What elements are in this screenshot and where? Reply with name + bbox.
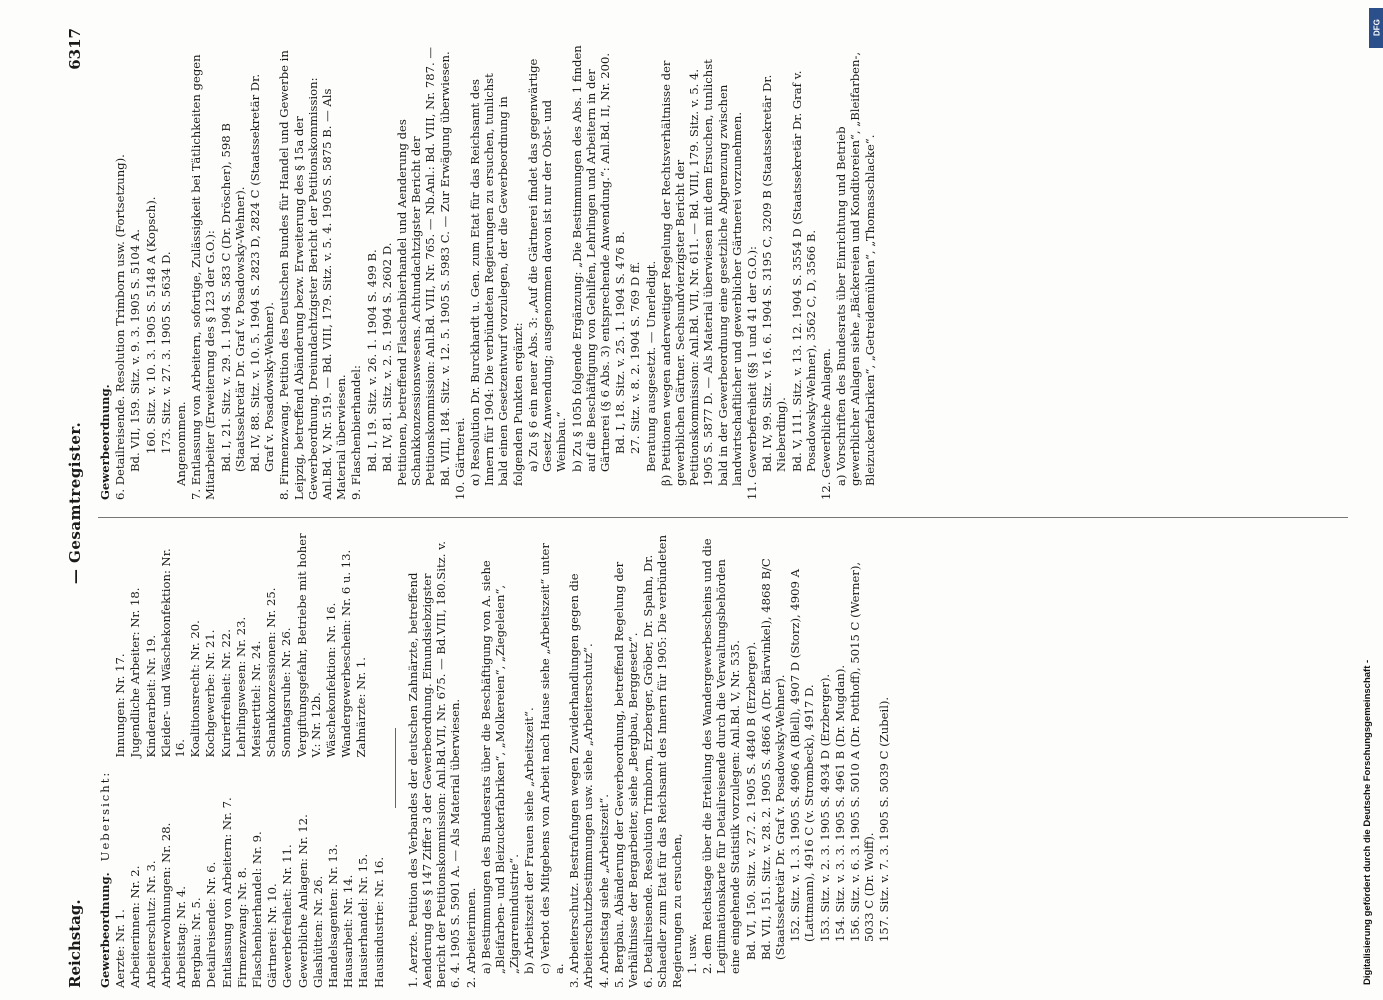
- column-divider: [98, 517, 1348, 518]
- rotated-content: [58, 18, 1363, 988]
- entry: 12. Gewerbliche Anlagen.: [818, 348, 833, 500]
- overview-item: Arbeiterinnen: Nr. 2.: [128, 865, 143, 988]
- page-header: [58, 18, 92, 988]
- overview-item: Jugendliche Arbeiter: Nr. 18.: [128, 587, 143, 758]
- overview-item: Arbeiterschutz: Nr. 3.: [143, 860, 158, 988]
- entry: 11. Gewerbefreiheit (§§ 1 und 41 der G.O.):: [744, 246, 759, 500]
- dfg-logo: DFG: [1369, 8, 1383, 48]
- overview-item: Firmenzwang: Nr. 8.: [234, 867, 249, 988]
- entry: 4. Arbeitstag siehe „Arbeitszeit“.: [596, 794, 611, 988]
- entry: 9. Flaschenbierhandel:: [349, 365, 364, 500]
- entry: Bd. VII, 159. Sitz. v. 9. 3. 1905 S. 5104 A.: [128, 229, 143, 472]
- entry: 156. Sitz. v. 6. 3. 1905 S. 5010 A (Dr. Potthoff), 5015 C (Werner), 5033 C (Dr. Wolff).: [847, 561, 877, 942]
- entry: a) Vorschriften des Bundesrats über Einrichtung und Betrieb gewerblicher Anlagen siehe „Bäckereien und Konditoreien“, „Bleifarben-, Bleizuckerfabriken“, „Getreidemühlen“, „Thomasschlacke“.: [834, 51, 877, 486]
- entry: 5. Bergbau. Abänderung der Gewerbeordnung, betreffend Regelung der Verhältnisse der Bergarbeiter, siehe „Bergbau, Berggesetz“.: [611, 561, 640, 988]
- entry: 8. Firmenzwang. Petition des Deutschen Bundes für Handel und Gewerbe in Leipzig, betreffend Abänderung bezw. Erweiterung des § 15a der Gewerbeordnung. Dreiundachtzigster Bericht der Petitionskommission: Anl.Bd. V, Nr. 519. — Bd. VIII, 179. Sitz. v. 5. 4. 1905 S. 5875 B. — Als Material überwiesen.: [277, 50, 349, 500]
- overview-item: Kinderarbeit: Nr. 19.: [143, 634, 158, 758]
- overview-item: Innungen: Nr. 17.: [113, 653, 128, 758]
- overview-item: Arbeitstag: Nr. 4.: [174, 886, 189, 988]
- entry: Angenommen.: [174, 401, 189, 486]
- entry: 3. Arbeiterschutz. Bestrafungen wegen Zuwiderhandlungen gegen die Arbeiterschutzbestimmungen usw. siehe „Arbeiterschutz“.: [567, 573, 596, 988]
- overview-item: Sonntagsruhe: Nr. 26.: [279, 627, 294, 758]
- entry: a) Bestimmungen des Bundesrats über die Beschäftigung von A. siehe „Bleifarben- und Bleizuckerfabriken“, „Molkereien“, „Ziegeleien“, „Zigarrenindustrie“.: [478, 560, 522, 974]
- entry: b) Arbeitszeit der Frauen siehe „Arbeitszeit“.: [522, 707, 537, 974]
- entry: Bd. IV, 88. Sitz. v. 10. 5. 1904 S. 2823 D, 2824 C (Staatssekretär Dr. Graf v. Posadowsky-Wehner).: [248, 73, 277, 472]
- entry: 1. Aerzte. Petition des Verbandes der deutschen Zahnärzte, betreffend Aenderung des § 147 Ziffer 3 der Gewerbeordnung. Einundsiebzigster Bericht der Petitionskommission: Anl.Bd.VII, Nr. 675. — Bd.VIII, 180.Sitz. v. 6. 4. 1905 S. 5901 A. — Als Material überwiesen.: [405, 541, 463, 988]
- overview-item: Gewerbefreiheit: Nr. 11.: [280, 844, 295, 988]
- entry: Bd. V, 111. Sitz. v. 13. 12. 1904 S. 3554 D (Staatssekretär Dr. Graf v. Posadowsky-Wehner), 3562 C, D, 3566 B.: [789, 70, 818, 472]
- overview-item: Schankkonzessionen: Nr. 25.: [264, 587, 279, 758]
- page-number: 6317: [66, 28, 84, 70]
- overview-item: Flaschenbierhandel: Nr. 9.: [250, 831, 265, 988]
- entry: 153. Sitz. v. 2. 3. 1905 S. 4934 D (Erzberger).: [817, 673, 832, 942]
- entry: Bd. I, 21. Sitz. v. 29. 1. 1904 S. 583 C (Dr. Dröscher), 598 B (Staatssekretär Dr. Graf v. Posadowsky-Wehner).: [218, 123, 247, 472]
- entry: Petitionen, betreffend Flaschenbierhandel und Aenderung des Schankkonzessionswesens. Achtundachtzigster Bericht der Petitionskommission: Anl.Bd. VIII, Nr. 765. — Nb.Anl.: Bd. VIII, Nr. 787. — Bd. VIII, 184. Sitz. v. 12. 5. 1905 S. 5983 C. — Zur Erwägung überwiesen.: [395, 47, 452, 486]
- right-column: [98, 45, 878, 500]
- right-section-title: Gewerbeordnung.: [98, 384, 112, 500]
- entry: c) Verbot des Mitgebens von Arbeit nach Hause siehe „Arbeitszeit“ unter a.: [537, 543, 566, 974]
- entry: 152. Sitz. v. 1. 3. 1905 S. 4906 A (Blell), 4907 D (Storz), 4909 A (Lattmann), 4916 C (v. Strombeck), 4917 D.: [788, 569, 817, 942]
- entry: Bd. I, 18. Sitz. v. 25. 1. 1904 S. 476 B.: [613, 231, 628, 454]
- entry: 157. Sitz. v. 7. 3. 1905 S. 5039 C (Zubeil).: [877, 696, 892, 942]
- entry: 160. Sitz. v. 10. 3. 1905 S. 5148 A (Kopsch).: [143, 196, 158, 454]
- overview-item: Detailreisende: Nr. 6.: [204, 861, 219, 988]
- entry: 2. dem Reichstage über die Erteilung des Wandergewerbescheins und die Legitimationskarte für Detailreisende durch die Verwaltungsbehörden eine eingehende Statistik vorzulegen: Anl.Bd. V, Nr. 535.: [699, 538, 743, 974]
- overview-item: Zahnärzte: Nr. 1.: [354, 657, 369, 758]
- separator-rule: [395, 728, 396, 808]
- overview-item: Wandergewerbeschein: Nr. 6 u. 13.: [339, 549, 354, 758]
- overview-item: Kleider- und Wäschekonfektion: Nr. 16.: [158, 548, 188, 758]
- overview-item: Meistertitel: Nr. 24.: [249, 640, 264, 758]
- overview-item: Gärtnerei: Nr. 10.: [265, 883, 280, 988]
- overview-item: Gewerbliche Anlagen: Nr. 12.: [295, 814, 310, 988]
- overview-label: Uebersicht:: [98, 770, 112, 862]
- entry: 7. Entlassung von Arbeitern, sofortige, Zulässigkeit bei Tätlichkeiten gegen Mitarbeiter (Erweiterung des § 123 der G.O.):: [189, 54, 218, 500]
- overview-item: Hausarbeit: Nr. 14.: [341, 874, 356, 988]
- entry: 6. Detailreisende. Resolution Trimborn, Erzberger, Gröber, Dr. Spahn, Dr. Schaedler zum Etat für das Reichsamt des Innern für 1905: Die verbündeten Regierungen zu ersuchen,: [641, 534, 684, 988]
- entry: 173. Sitz. v. 27. 3. 1905 S. 5634 D.: [158, 251, 173, 454]
- overview-item: Glashütten: Nr. 26.: [310, 875, 325, 988]
- entry: β) Petitionen wegen anderweitiger Regelung der Rechtsverhältnisse der gewerblichen Gärtner. Sechsundvierzigster Bericht der Petitionskommission: Anl.Bd. VII, Nr. 611. — Bd. VIII, 179. Sitz. v. 5. 4. 1905 S. 5877 D. — Als Material überwiesen mit dem Ersuchen, tunlichst bald in der Gewerbeordnung eine gesetzliche Abgrenzung zwischen landwirtschaftlicher und gewerblicher Gärtnerei vorzunehmen.: [658, 59, 744, 486]
- header-center: — Gesamtregister.: [66, 421, 84, 585]
- overview-item: Kurierfreiheit: Nr. 22.: [218, 629, 233, 758]
- left-section-title: Gewerbeordnung.: [98, 872, 112, 988]
- overview-item: Entlassung von Arbeitern: Nr. 7.: [219, 797, 234, 988]
- overview-item: Kochgewerbe: Nr. 21.: [203, 629, 218, 758]
- digitization-credit: Digitalisierung gefördert durch die Deutsche Forschungsgemeinschaft -: [1362, 659, 1373, 985]
- entry: Bd. VII, 151. Sitz. v. 28. 2. 1905 S. 4866 A (Dr. Bärwinkel), 4868 B/C (Staatssekretär Dr. Graf v. Posadowsky-Wehner).: [758, 558, 787, 960]
- entry: Bd. I, 19. Sitz. v. 26. 1. 1904 S. 499 B.: [364, 249, 379, 472]
- overview-item: Hausindustrie: Nr. 16.: [371, 856, 386, 988]
- overview-item: Aerzte: Nr. 1.: [113, 909, 128, 988]
- overview-grid: [113, 533, 387, 988]
- entry: 1. usw.: [684, 933, 699, 974]
- overview-item: Hausierhandel: Nr. 15.: [356, 853, 371, 988]
- entry: Beratung ausgesetzt. — Unerledigt.: [643, 260, 658, 472]
- overview-item: Lehrlingswesen: Nr. 23.: [233, 616, 248, 758]
- entry: Bd. IV, 81. Sitz. v. 2. 5. 1904 S. 2602 D.: [379, 242, 394, 472]
- overview-item: Handelsagenten: Nr. 13.: [326, 844, 341, 988]
- overview-left-list: [113, 764, 387, 989]
- overview-item: Bergbau: Nr. 5.: [189, 897, 204, 988]
- entry: 6. Detailreisende. Resolution Trimborn usw. (Fortsetzung).: [113, 154, 128, 500]
- overview-right-list: [113, 533, 387, 758]
- entry: 27. Sitz. v. 8. 2. 1904 S. 769 D ff.: [628, 261, 643, 454]
- overview-item: Vergiftungsgefahr, Betriebe mit hoher V.: Nr. 12b.: [294, 533, 323, 758]
- entry: α) Resolution Dr. Burckhardt u. Gen. zum Etat für das Reichsamt des Innern für 1904: Die verbündeten Regierungen zu ersuchen, tunlichst bald einen Gesetzentwurf vorzulegen, der die Gewerbeordnung in folgenden Punkten ergänzt:: [468, 73, 525, 486]
- overview-item: Wäschekonfektion: Nr. 16.: [324, 602, 339, 758]
- entry: b) Zu § 105b folgende Ergänzung: „Die Bestimmungen des Abs. 1 finden auf die Beschäftigung von Gehilfen, Lehrlingen und Arbeitern in der Gärtnerei (§ 6 Abs. 3) entsprechende Anwendung.“: Anl.Bd. II, Nr. 200.: [569, 45, 612, 472]
- header-left: Reichstag.: [66, 899, 84, 988]
- entry: Bd. IV, 99. Sitz. v. 16. 6. 1904 S. 3195 C, 3209 B (Staatssekretär Dr. Nieberding).: [760, 74, 789, 472]
- entry: 10. Gärtnerei.: [452, 417, 467, 500]
- entry: a) Zu § 6 ein neuer Abs. 3: „Auf die Gärtnerei findet das gegenwärtige Gesetz Anwendung; ausgenommen davon ist nur der Obst- und Weinbau.“: [525, 58, 569, 472]
- overview-item: Koalitionsrecht: Nr. 20.: [188, 620, 203, 758]
- entry: 154. Sitz. v. 3. 3. 1905 S. 4961 B (Dr. Mugdan).: [832, 664, 847, 942]
- overview-item: Arbeiterwohnungen: Nr. 28.: [158, 822, 173, 988]
- left-column: [98, 533, 893, 988]
- entry: 2. Arbeiterinnen.: [463, 887, 478, 988]
- entry: Bd. VI, 150. Sitz. v. 27. 2. 1905 S. 4840 B (Erzberger).: [743, 641, 758, 960]
